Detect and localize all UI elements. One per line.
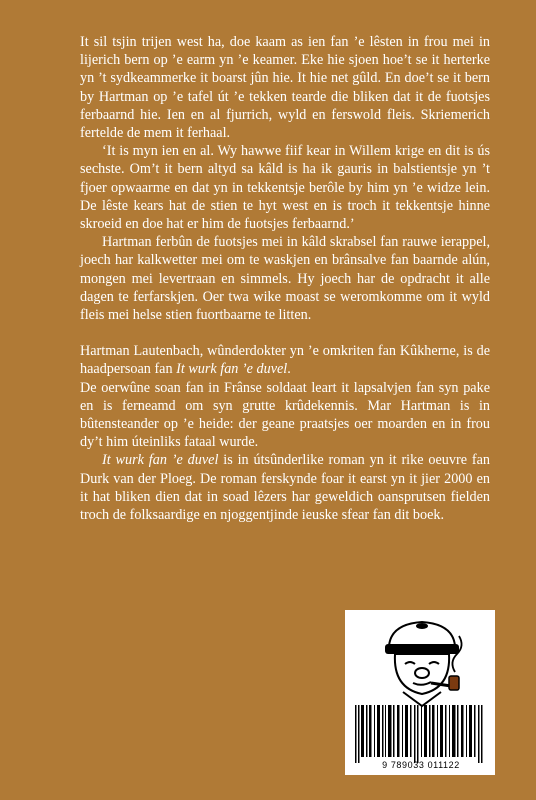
blurb-p1-end: . (287, 361, 291, 378)
story-paragraph-1: It sil tsjin trijen west ha, doe kaam as ien fan ’e lêsten in frou mei in lijerich bern op ’e earm yn ’e keamer. Eke hie sjoen hoe’t se it herterke yn ’t sydkeammerke it boarst jûn hie. It hie net gûld. En doe’t se it bern by Hartman op ’e tafel út ’e tekken tearde die bliken dat it de fuotsjes ferbaarnd hie. Ien en al fjurrich, wyld en ferswold fleis. Skriemerich fertelde de mem it ferhaal. (80, 34, 490, 142)
blurb-paragraph-3 (80, 451, 490, 524)
story-paragraph-2: ‘It is myn ien en al. Wy hawwe fiif kear in Willem krige en dit is ús sechste. Om’t it bern altyd sa kâld is ha ik gauris in balstientsje yn ’t fjoer opwaarme en dat yn in tekkentsje berôle by him yn ’e widze lein. De lêste kears hat de stien te hyt west en is troch it tekkentsje hinne skroeid en doe hat er him de fuotsjes ferbaarnd.’ (80, 143, 490, 233)
isbn-number: 9 789033 011122 (382, 760, 460, 770)
blurb-paragraph-1 (80, 342, 490, 378)
book-title-2: It wurk fan ’e duvel (102, 452, 219, 469)
barcode-label (345, 610, 495, 775)
blurb-p1-text: Hartman Lautenbach, wûnderdokter yn ’e omkriten fan Kûkherne, is de haadpersoan fan (80, 343, 490, 378)
book-title: It wurk fan ’e duvel (176, 361, 288, 378)
story-paragraph-3: Hartman ferbûn de fuotsjes mei in kâld skrabsel fan rauwe ierappel, joech har kalkwetter mei om te waskjen en brânsalve fan baarnde alún, mongen mei levertraan en simmels. Hy joech har de opdracht it alle dagen te ferfarskjen. Oer twa wike moast se weromkomme om it wyld fleis mei helse stien fuortbaarne te litten. (80, 234, 490, 324)
section-gap (80, 324, 490, 342)
blurb-paragraph-2: De oerwûne soan fan in Frânse soldaat leart it lapsalvjen fan syn pake en is ferneamd om syn grutte krûdekennis. Mar Hartman is in bûtensteander op ’e heide: der geane praatsjes oer moarden en in frou dy’t him úteinliks fataal wurde. (80, 379, 490, 451)
barcode-bars (353, 705, 487, 763)
pipe-smoking-sailor-icon (367, 616, 477, 708)
blurb-p3-text: is in útsûnderlike roman yn it rike oeuvre fan Durk van der Ploeg. De roman ferskynde foar it earst yn it jier 2000 en it hat bliken dien dat in soad lêzers har geweldich oansprutsen fielden troch de folksaardige en njoggentjinde ieuske sfear fan dit boek. (80, 452, 490, 524)
back-cover-text (80, 33, 490, 524)
